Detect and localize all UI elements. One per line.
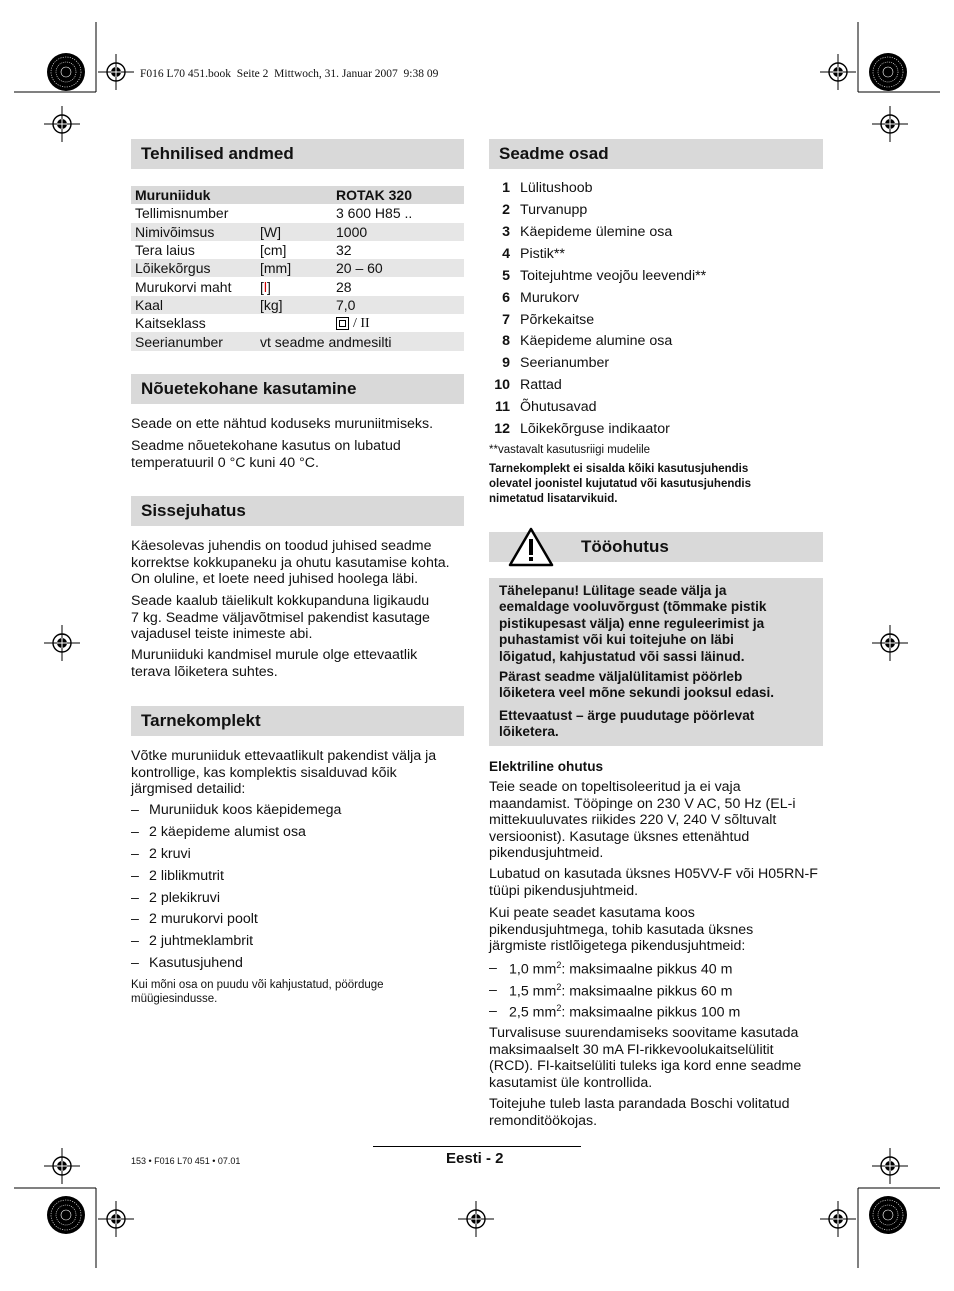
- intro-heading: Sissejuhatus: [131, 496, 464, 526]
- tech-data-table: [131, 186, 464, 351]
- warning-text-3: Ettevaatust – ärge puudutage pöörlevat lõiketera.: [499, 708, 755, 740]
- table-row: [131, 332, 464, 350]
- table-cell: 32: [336, 242, 352, 259]
- table-row: [131, 314, 464, 332]
- table-head-cell: [256, 186, 332, 204]
- table-cell: Tera laius: [135, 242, 195, 259]
- liter-unit: l: [263, 278, 268, 295]
- footer-code: 153 • F016 L70 451 • 07.01: [131, 1156, 241, 1166]
- page-number: Eesti - 2: [446, 1150, 504, 1167]
- table-cell: 3 600 H85 ..: [336, 205, 413, 222]
- table-head-cell: Muruniiduk: [131, 186, 256, 204]
- electrical-paragraph-1: Teie seade on topeltisoleeritud ja ei vaja maandamist. Tööpinge on 230 V AC, 50 Hz (EL-i mittekuuluvates riikides 220 V, 240 V sõltuvalt versioonist). Kasutage üksnes ettenähtud pikendusjuhtmeid.: [489, 779, 796, 861]
- table-cell: 1000: [332, 223, 464, 241]
- table-cell: [mm]: [256, 259, 332, 277]
- table-head-cell: ROTAK 320: [332, 186, 464, 204]
- electrical-paragraph-5: Toitejuhe tuleb lasta parandada Boschi volitatud remonditöökojas.: [489, 1096, 790, 1129]
- intended-use-text: Seade on ette nähtud koduseks muruniitmiseks.: [131, 416, 434, 432]
- temperature-text-2: temperatuuril 0 °C kuni 40 °C.: [131, 455, 319, 471]
- table-cell: [cm]: [260, 242, 287, 259]
- table-cell: Tellimisnumber: [135, 205, 229, 222]
- table-cell: Lõikekõrgus: [131, 259, 256, 277]
- tech-data-heading: Tehnilised andmed: [131, 139, 464, 169]
- parts-heading: Seadme osad: [489, 139, 823, 169]
- table-cell: [256, 314, 332, 332]
- electrical-paragraph-3: Kui peate seadet kasutama koos pikendusjuhtmega, tohib kasutada üksnes järgmiste ristlõigetega pikendusjuhtmeid:: [489, 905, 754, 954]
- warning-text-1: Tähelepanu! Lülitage seade välja ja eemaldage vooluvõrgust (tõmmake pistik pistikupesast välja) enne reguleerimist ja puhastamist või kui toitejuhe on läbi lõigatud, kahjustatud või sassi läinud.: [499, 583, 767, 664]
- intended-use-heading: Nõuetekohane kasutamine: [131, 374, 464, 404]
- table-cell: [l]: [260, 278, 271, 295]
- table-row: [131, 259, 464, 277]
- table-row: [131, 277, 464, 295]
- table-row: [131, 241, 464, 259]
- accessories-notice: Tarnekomplekt ei sisalda kõiki kasutusjuhendis olevatel joonistel kujutatud või kasutusjuhendis nimetatud lisatarvikuid.: [489, 463, 751, 505]
- table-row: [131, 296, 464, 314]
- table-cell: [W]: [256, 223, 332, 241]
- electrical-safety-heading: Elektriline ohutus: [489, 759, 604, 774]
- table-cell: Kaitseklass: [135, 315, 206, 332]
- intro-paragraph-3: Muruniiduki kandmisel murule olge ettevaatlik terava lõiketera suhtes.: [131, 647, 418, 680]
- table-cell: 20 – 60: [332, 259, 464, 277]
- double-insulation-icon: [336, 317, 349, 330]
- table-cell: Kaal: [131, 296, 256, 314]
- table-cell: 28: [336, 278, 352, 295]
- safety-heading: Tööohutus: [489, 532, 823, 562]
- file-info: F016 L70 451.book Seite 2 Mittwoch, 31. Januar 2007 9:38 09: [140, 68, 439, 80]
- warning-box: [489, 578, 823, 746]
- intro-paragraph-1: Käesolevas juhendis on toodud juhised seadme korrektse kokkupaneku ja ohutu kasutamise kohta. On oluline, et loete need juhised hoolega läbi.: [131, 538, 450, 587]
- intro-paragraph-2: Seade kaalub täielikult kokkupanduna ligikaudu 7 kg. Seadme väljavõtmisel pakendist kasutage vajadusel teiste inimeste abi.: [131, 593, 430, 642]
- delivery-heading: Tarnekomplekt: [131, 706, 464, 736]
- electrical-paragraph-2: Lubatud on kasutada üksnes H05VV-F või H05RN-F tüüpi pikendusjuhtmeid.: [489, 866, 818, 899]
- table-cell: vt seadme andmesilti: [256, 332, 464, 350]
- warning-triangle-icon: [508, 526, 554, 568]
- delivery-note: Kui mõni osa on puudu või kahjustatud, pöörduge müügiesindusse.: [131, 979, 384, 1005]
- electrical-paragraph-4: Turvalisuse suurendamiseks soovitame kasutada maksimaalselt 30 mA FI-rikkevoolukaitselülitit (RCD). FI-kaitselüliti tuleks iga kord enne seadme kasutamist üle kontrollida.: [489, 1025, 802, 1091]
- table-cell: [kg]: [256, 296, 332, 314]
- table-cell: Nimivõimsus: [131, 223, 256, 241]
- table-row: [131, 204, 464, 222]
- table-cell: 7,0: [332, 296, 464, 314]
- delivery-intro: Võtke muruniiduk ettevaatlikult pakendist välja ja kontrollige, kas komplektis sisalduvad kõik järgmised detailid:: [131, 748, 437, 797]
- footer-rule: [373, 1146, 581, 1147]
- table-row: [131, 223, 464, 241]
- table-cell: / II: [332, 314, 464, 332]
- warning-text-2: Pärast seadme väljalülitamist pöörleb lõiketera veel mõne sekundi jooksul edasi.: [499, 669, 775, 701]
- temperature-text-1: Seadme nõuetekohane kasutus on lubatud: [131, 438, 401, 454]
- table-cell: Murukorvi maht: [135, 278, 232, 295]
- parts-footnote: **vastavalt kasutusriigi mudelile: [489, 444, 651, 456]
- table-cell: Seerianumber: [131, 332, 256, 350]
- table-cell: [256, 204, 332, 222]
